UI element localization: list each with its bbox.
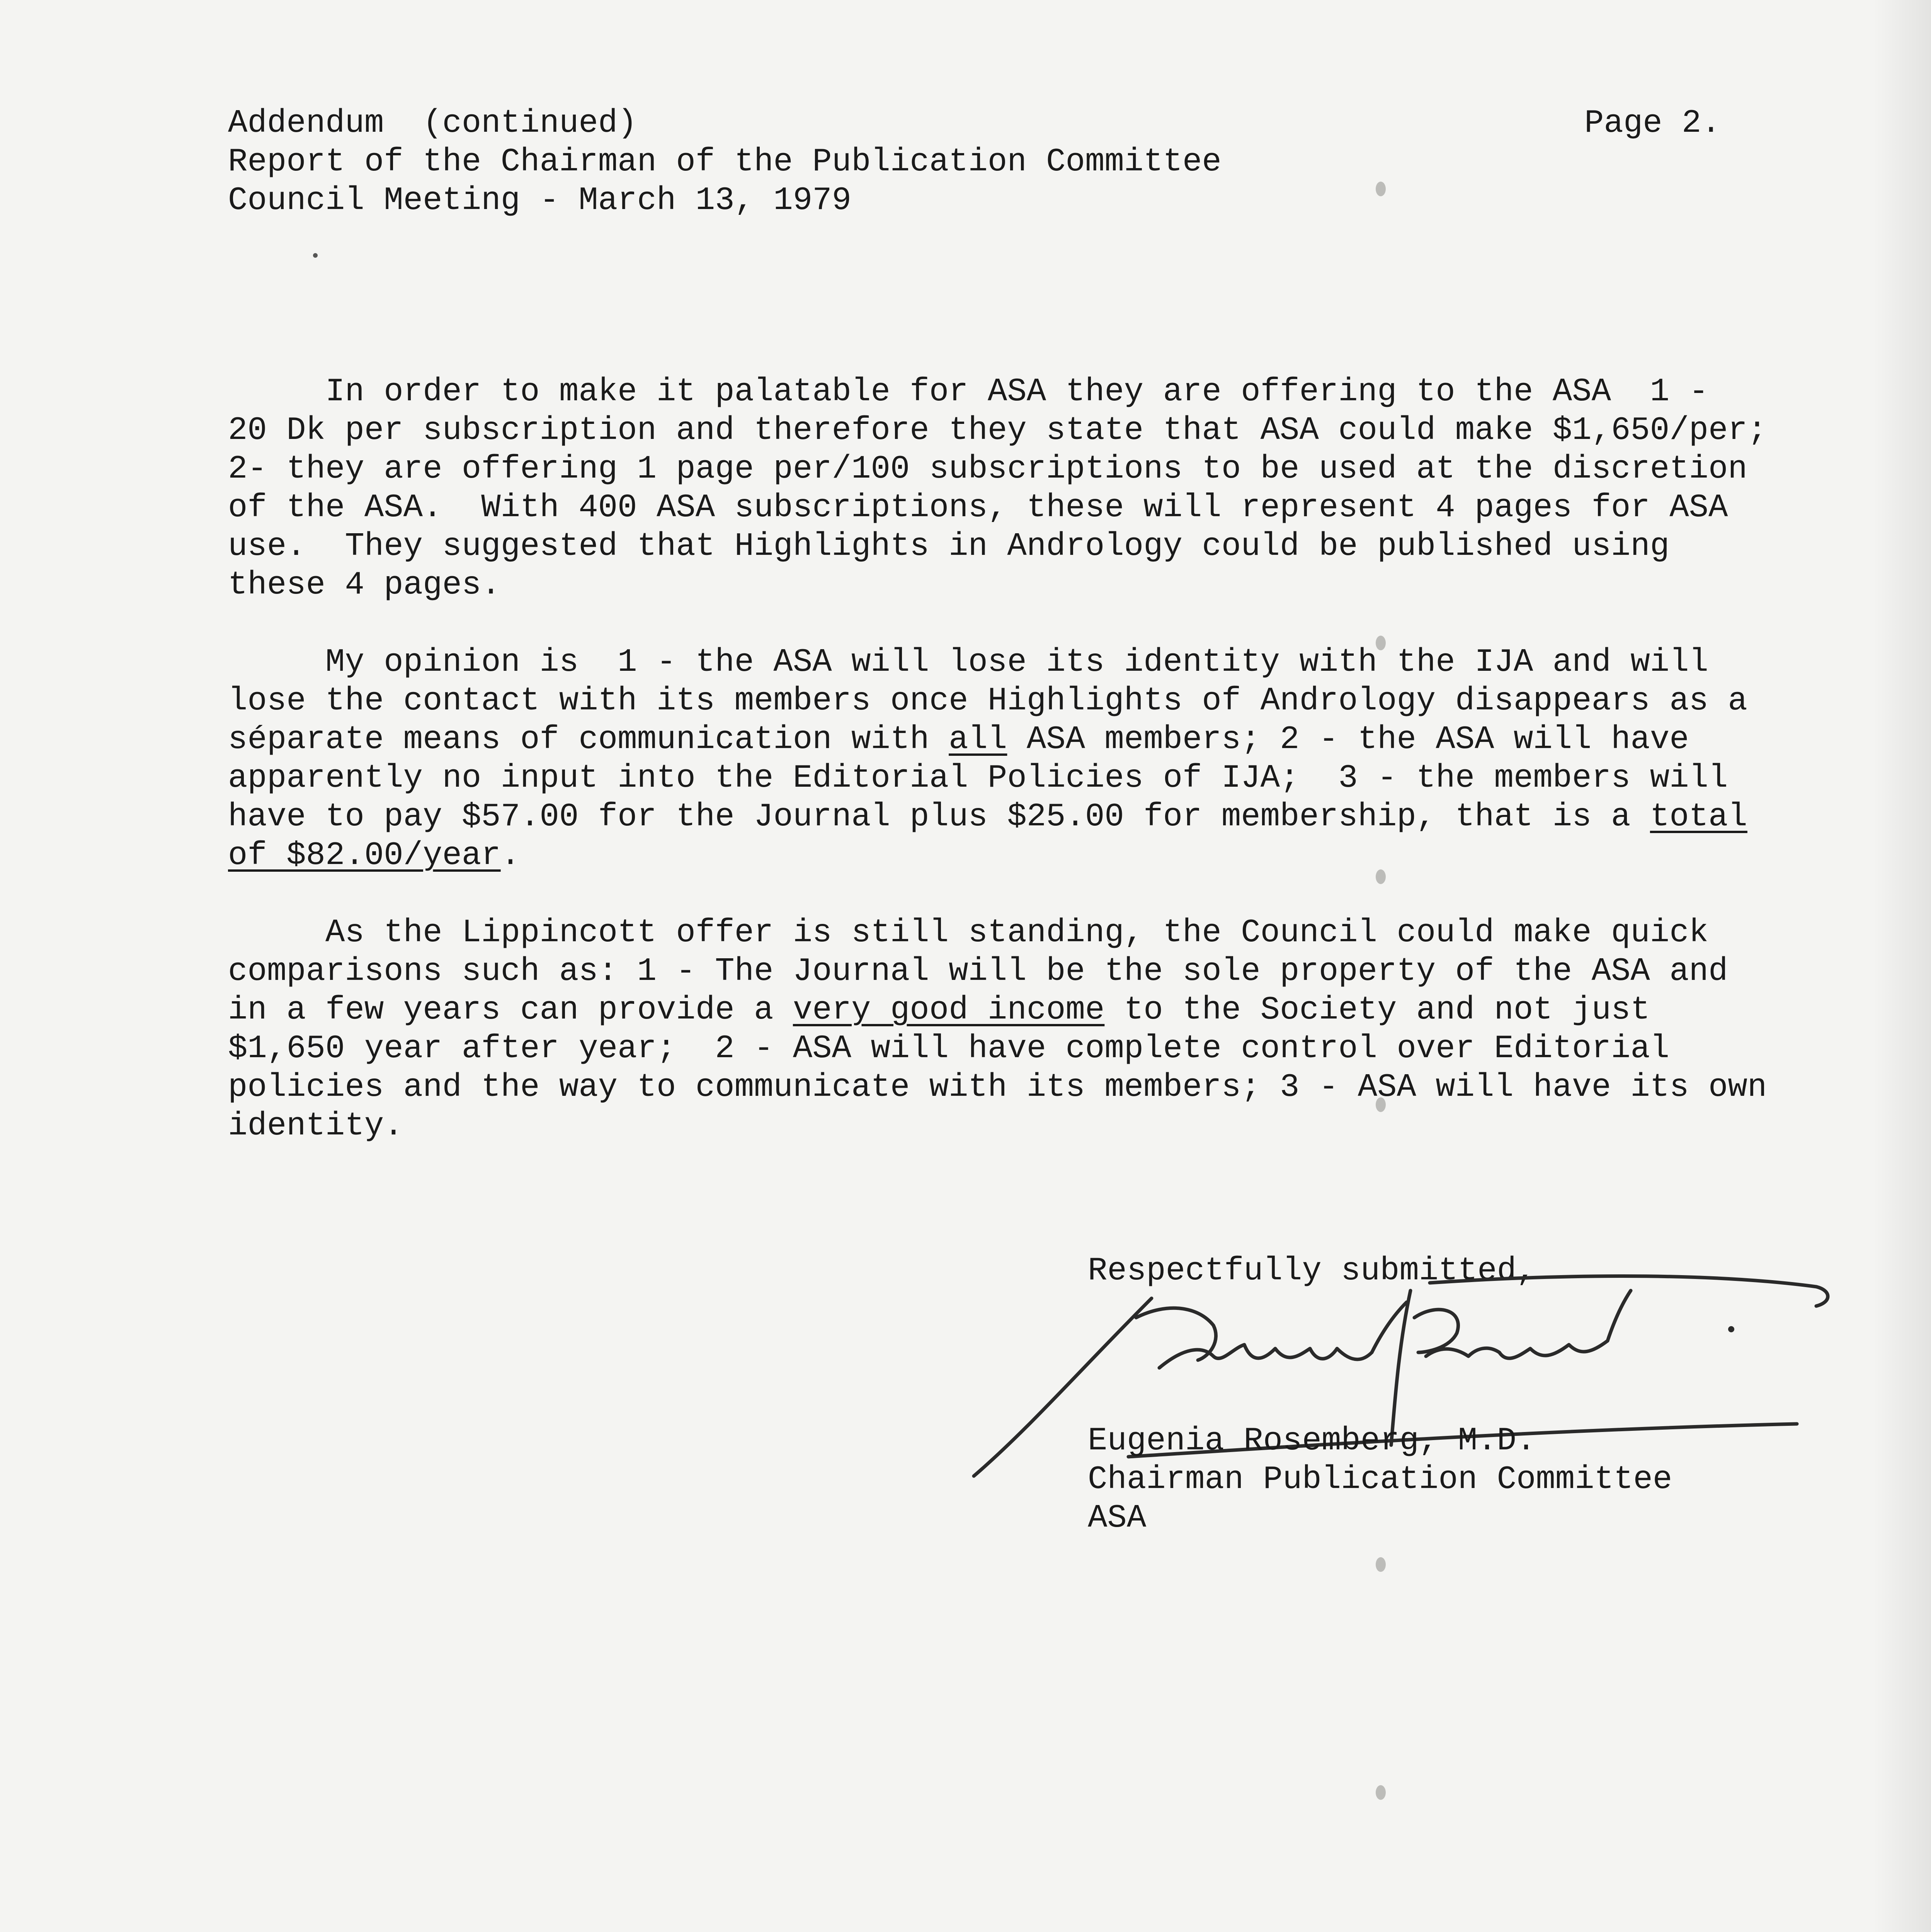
page-number: Page 2. [1584,105,1721,142]
underlined-amount: of $82.00/year [228,837,501,874]
text-line: comparisons such as: 1 - The Journal will be the sole property of the ASA and [228,953,1728,990]
signer-name: Eugenia Rosemberg, M.D. [1088,1423,1536,1459]
text-line: to the Society and not just [1104,992,1650,1029]
underlined-income: very good income [793,992,1105,1029]
header-addendum: Addendum (continued) [228,105,637,142]
scan-edge-shadow [1873,0,1931,1932]
text-line: . [500,837,521,874]
text-line: use. They suggested that Highlights in Andrology could be published using [228,528,1670,565]
text-line: lose the contact with its members once Highlights of Andrology disappears as a [228,683,1747,719]
text-line: $1,650 year after year; 2 - ASA will have complete control over Editorial [228,1031,1670,1067]
text-line: apparently no input into the Editorial Policies of IJA; 3 - the members will [228,760,1728,797]
text-line: these 4 pages. [228,567,501,604]
paragraph-opinion [228,643,1747,875]
text-line: have to pay $57.00 for the Journal plus $25.00 for membership, that is a [228,799,1650,835]
text-line: séparate means of communication with [228,721,949,758]
paragraph-offer [228,373,1767,605]
text-line: ASA members; 2 - the ASA will have [1007,721,1689,758]
paragraph-lippincott [228,914,1767,1146]
text-line: in a few years can provide a [228,992,793,1029]
text-line: of the ASA. With 400 ASA subscriptions, these will represent 4 pages for ASA [228,490,1728,526]
closing-line: Respectfully submitted, [1088,1253,1536,1289]
text-line: 20 Dk per subscription and therefore they state that ASA could make $1,650/per; [228,412,1767,449]
header-meeting-date: Council Meeting - March 13, 1979 [228,182,852,219]
signature-block [1088,1422,1672,1538]
scan-speck [1376,1785,1386,1800]
stray-dot [313,253,318,258]
text-line: As the Lippincott offer is still standing, the Council could make quick [228,915,1709,951]
signer-title: Chairman Publication Committee [1088,1461,1672,1498]
text-line: policies and the way to communicate with its members; 3 - ASA will have its own [228,1069,1767,1106]
scan-speck [1376,182,1386,196]
text-line: identity. [228,1108,403,1145]
text-line: My opinion is 1 - the ASA will lose its identity with the IJA and will [228,644,1709,681]
underlined-total: total [1650,799,1747,835]
scan-speck [1376,1557,1386,1572]
header-report-title: Report of the Chairman of the Publication Committee [228,144,1222,180]
text-line: In order to make it palatable for ASA they are offering to the ASA 1 - [228,374,1709,410]
signer-organization: ASA [1088,1500,1147,1537]
text-line: 2- they are offering 1 page per/100 subscriptions to be used at the discretion [228,451,1747,488]
underlined-all: all [949,721,1007,758]
document-header [228,104,1222,220]
